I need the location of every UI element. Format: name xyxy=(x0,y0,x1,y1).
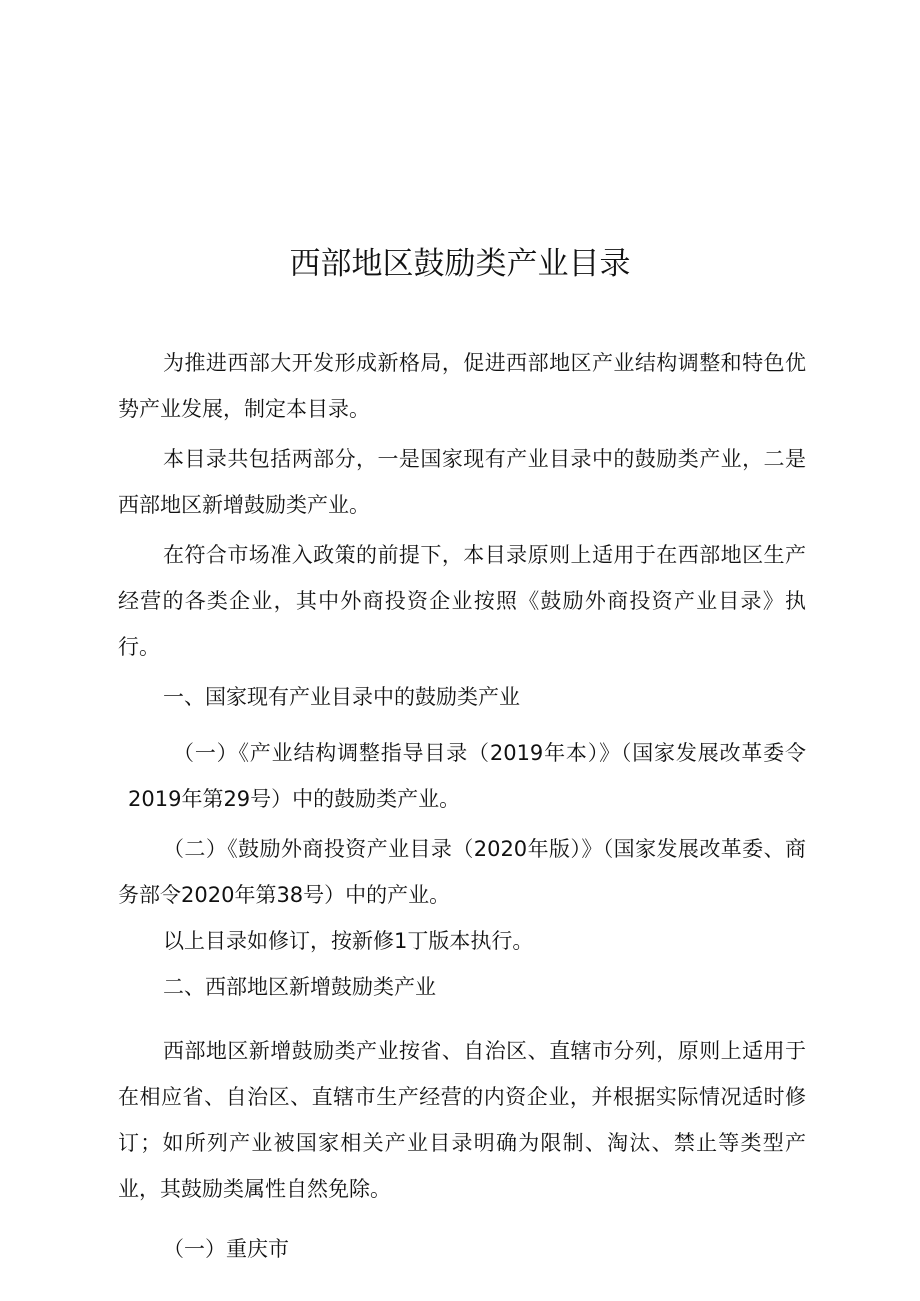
section1-heading: 一、国家现有产业目录中的鼓励类产业 xyxy=(163,685,520,709)
section2-body: 西部地区新增鼓励类产业按省、自治区、直辖市分列，原则上适用于在相应省、自治区、直辖市生产经营的内资企业，并根据实际情况适时修订；如所列产业被国家相关产业目录明确为限制、淘汰、禁止等类型产业，其鼓励类属性自然免除。 xyxy=(118,1039,806,1201)
section2-heading: 二、西部地区新增鼓励类产业 xyxy=(163,975,436,999)
section1-item2: （二）《鼓励外商投资产业目录（2020年版）》（国家发展改革委、商务部令2020年第38号）中的产业。 xyxy=(118,837,806,907)
document-title: 西部地区鼓励类产业目录 xyxy=(289,246,631,282)
paragraph-scope: 在符合市场准入政策的前提下，本目录原则上适用于在西部地区生产经营的各类企业，其中外商投资企业按照《鼓励外商投资产业目录》执行。 xyxy=(118,543,806,659)
paragraph-intro: 为推进西部大开发形成新格局，促进西部地区产业结构调整和特色优势产业发展，制定本目录。 xyxy=(118,351,806,421)
document-body xyxy=(118,340,806,1272)
section1-note: 以上目录如修订，按新修1丁版本执行。 xyxy=(163,929,534,953)
section1-item1: （一）《产业结构调整指导目录（2019年本）》（国家发展改革委令2019年第29号）中的鼓励类产业。 xyxy=(128,741,806,811)
section2-sub1: （一）重庆市 xyxy=(163,1237,289,1261)
paragraph-composition: 本目录共包括两部分，一是国家现有产业目录中的鼓励类产业，二是西部地区新增鼓励类产业。 xyxy=(118,447,806,517)
